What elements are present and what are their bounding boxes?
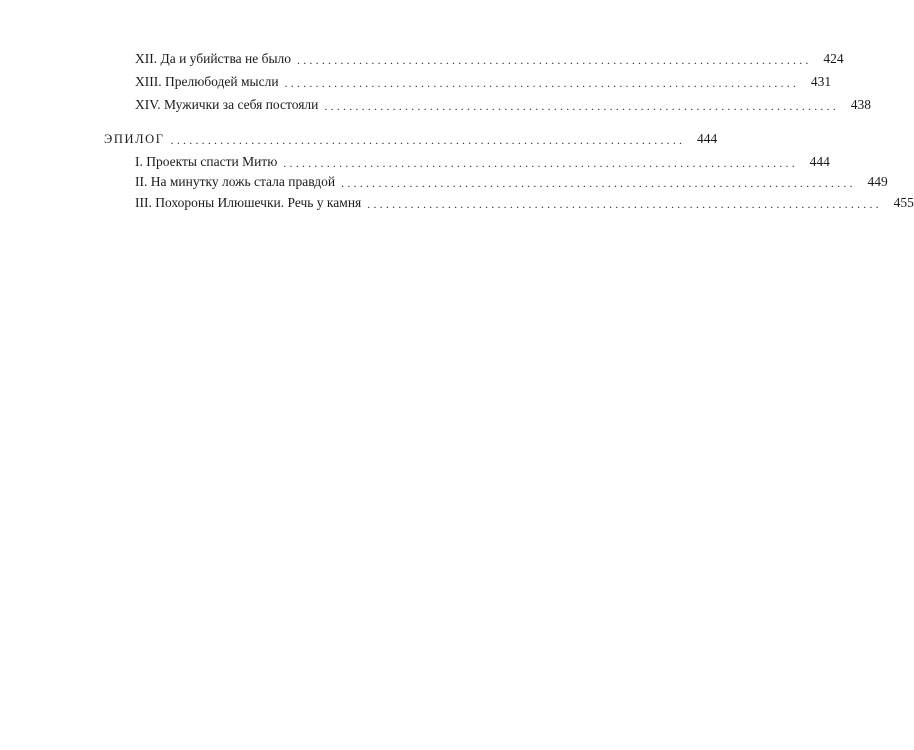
toc-entry-title: II. На минутку ложь стала правдой — [135, 174, 336, 189]
toc-part-title: ЭПИЛОГ — [104, 132, 165, 146]
toc-entry-page-number: 455 — [893, 195, 914, 210]
toc-entry-page-number: 449 — [867, 174, 888, 189]
dot-leader: ................................................................................... — [297, 53, 812, 67]
toc-entry-page-number: 424 — [823, 51, 844, 66]
toc-entry-chapter-14[interactable] — [135, 95, 872, 115]
toc-entry-page-number: 444 — [809, 154, 830, 169]
toc-entry-epilogue-chapter-2[interactable] — [135, 172, 888, 192]
toc-entry-title: XIV. Мужички за себя постояли — [135, 97, 319, 112]
toc-entry-page-number: 444 — [697, 131, 718, 146]
toc-entry-title: I. Проекты спасти Митю — [135, 154, 278, 169]
toc-entry-epilogue-chapter-1[interactable] — [135, 152, 830, 172]
toc-entry-title: XIII. Прелюбодей мысли — [135, 74, 279, 89]
dot-leader: ................................................................................... — [324, 99, 840, 113]
toc-entry-page-number: 431 — [810, 74, 832, 89]
toc-entry-page-number: 438 — [850, 97, 872, 112]
toc-entry-epilogue-chapter-3[interactable] — [135, 193, 914, 213]
toc-entry-epilogue[interactable] — [104, 129, 718, 149]
dot-leader: ................................................................................... — [284, 76, 800, 90]
toc-entry-chapter-12[interactable] — [135, 49, 844, 69]
toc-entry-chapter-13[interactable] — [135, 72, 832, 92]
dot-leader: ................................................................................... — [341, 176, 856, 190]
toc-entry-title: XII. Да и убийства не было — [135, 51, 292, 66]
dot-leader: ................................................................................... — [367, 197, 882, 211]
dot-leader: ................................................................................... — [283, 156, 798, 170]
dot-leader: ................................................................................... — [170, 133, 686, 147]
toc-entry-title: III. Похороны Илюшечки. Речь у камня — [135, 195, 362, 210]
